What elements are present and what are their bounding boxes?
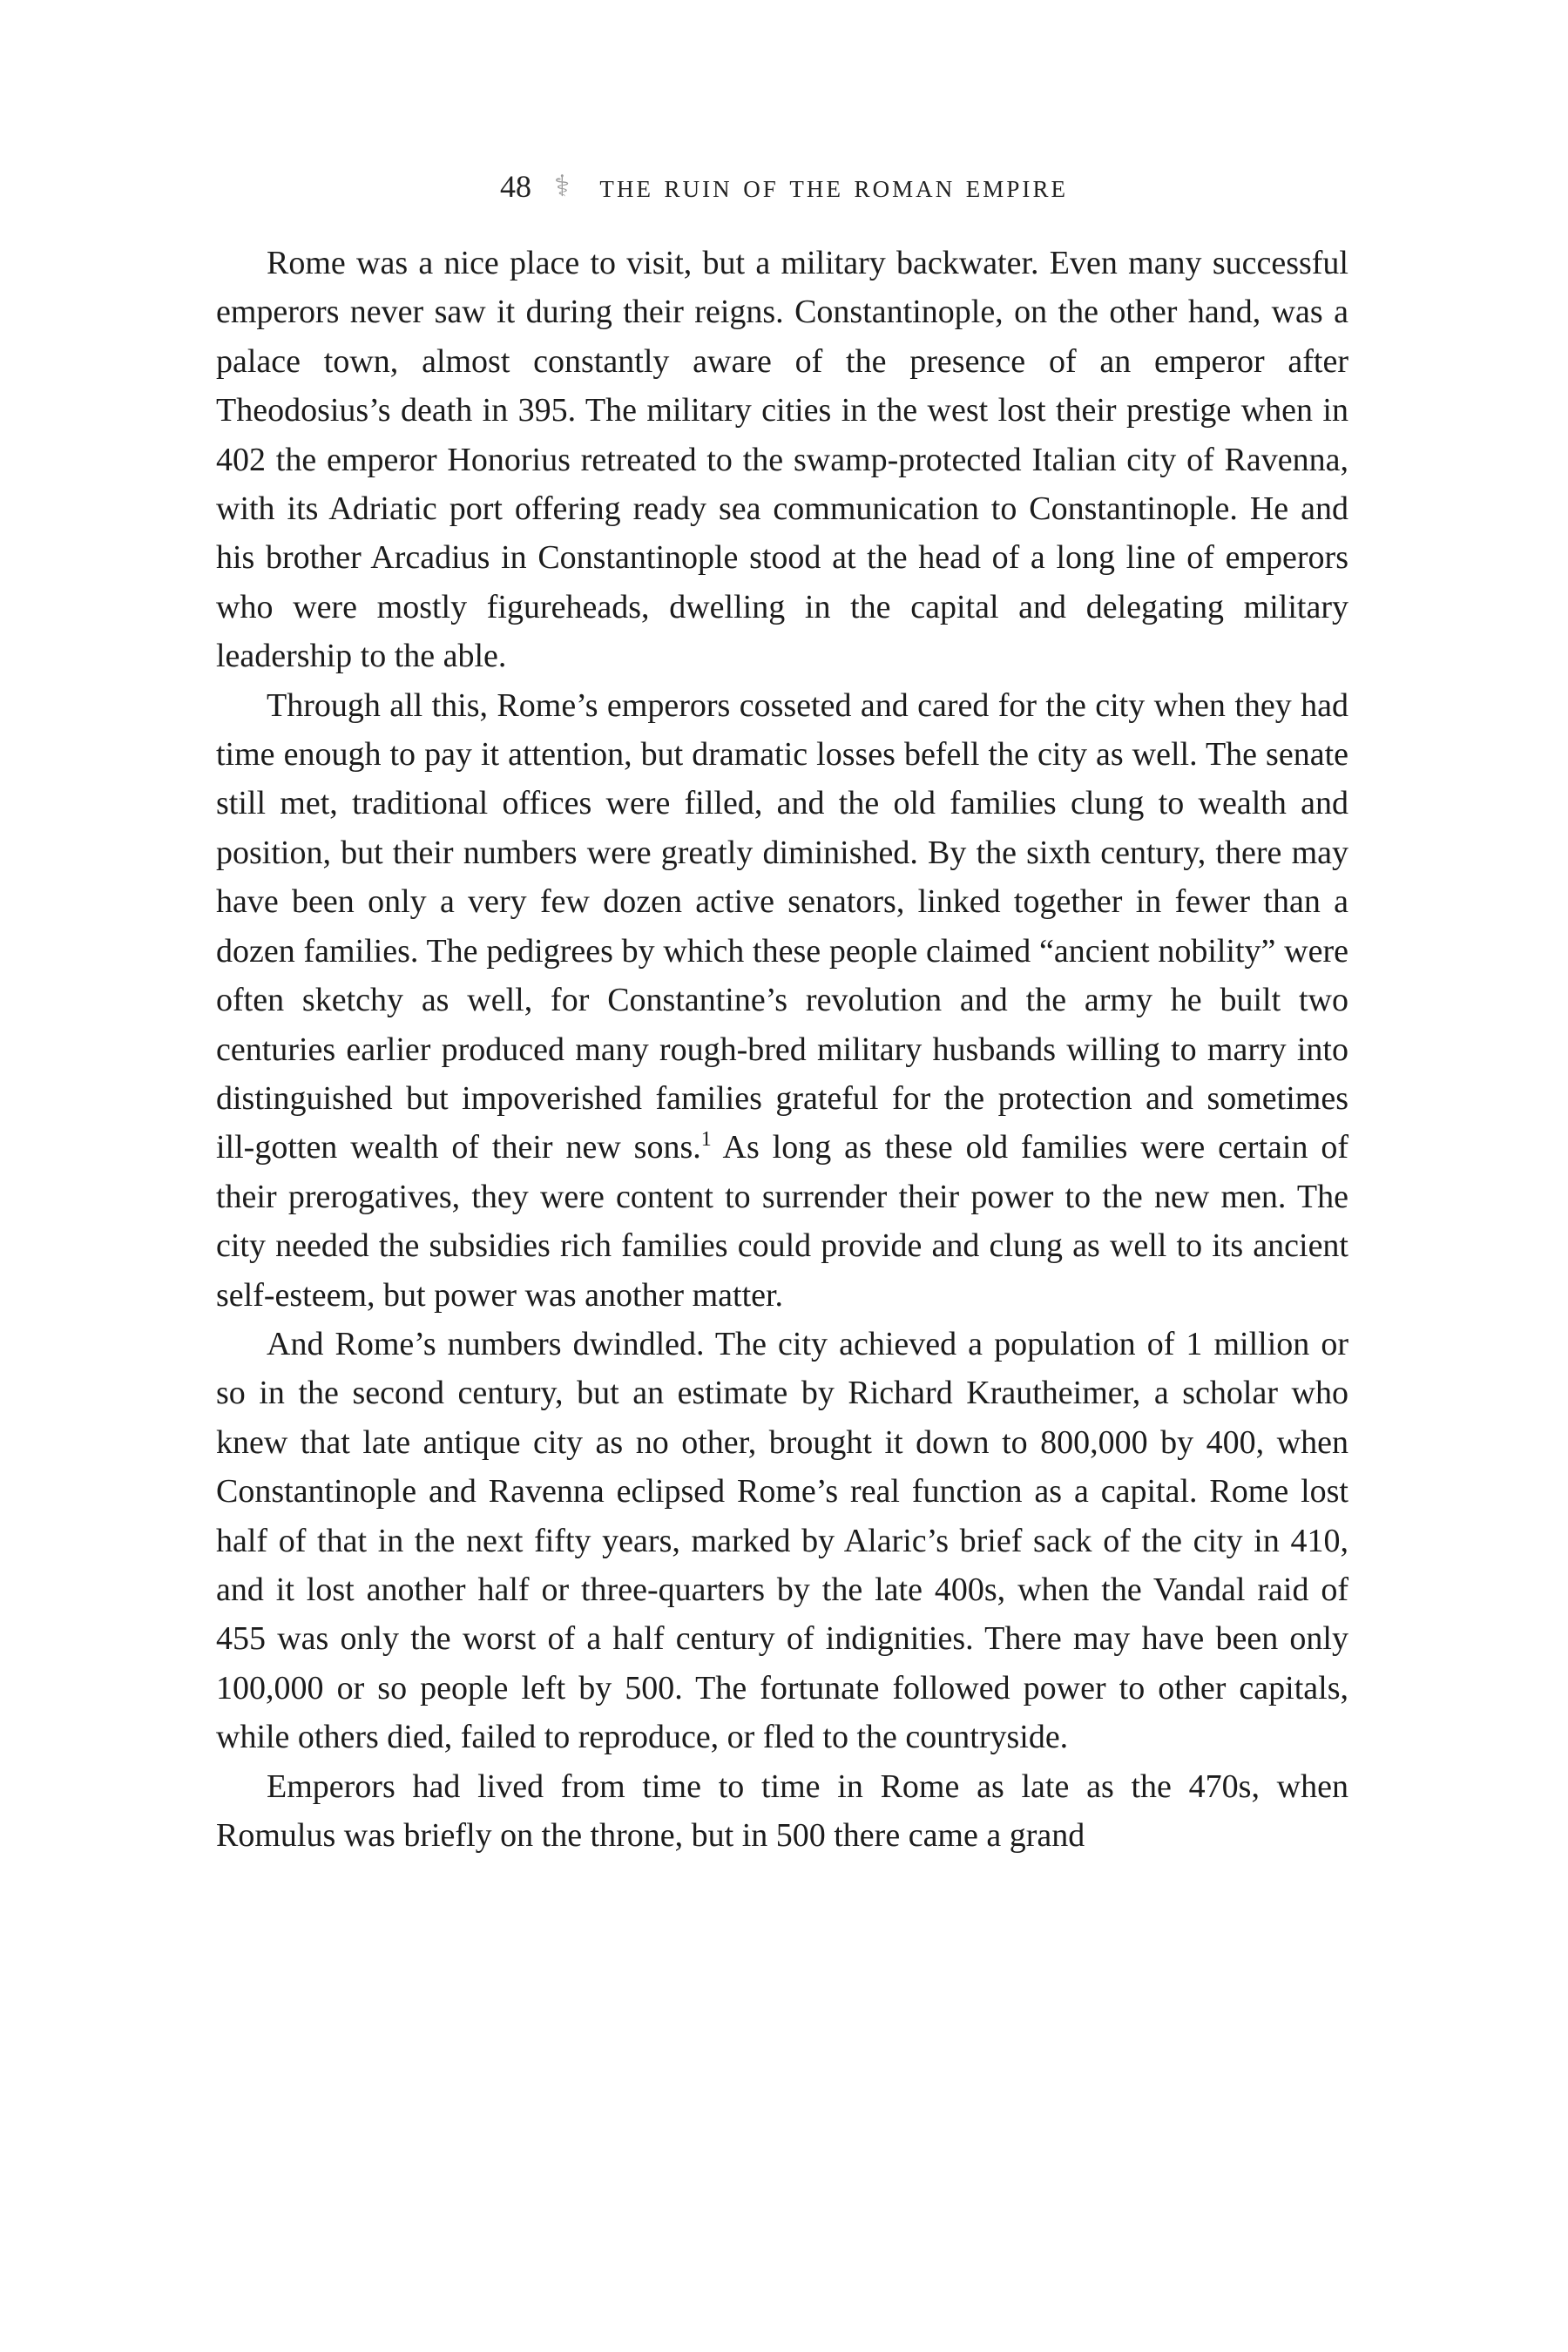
footnote-reference[interactable]: 1 (700, 1128, 712, 1152)
paragraph-2-text-a: Through all this, Rome’s emperors cosseted and cared for the city when they had time enough to pay it attention, but dramatic losses befell the city as well. The senate still met, traditional offices were filled, and the old families clung to wealth and position, but their numbers were greatly diminished. By the sixth century, there may have been only a very few dozen active senators, linked together in fewer than a dozen families. The pedigrees by which these people claimed “ancient nobility” were often sketchy as well, for Constantine’s revolution and the army he built two centuries earlier produced many rough-bred military husbands willing to marry into distinguished but impoverished families grateful for the protection and sometimes ill-gotten wealth of their new sons. (216, 686, 1348, 1166)
page-number: 48 (499, 169, 531, 204)
paragraph-2-text-b: As long as these old families were certain of their prerogatives, they were content to surrender their power to the new men. The city needed the subsidies rich families could provide and clung as well to its ancient self-esteem, but power was another matter. (216, 1129, 1348, 1314)
caduceus-ornament-icon: ⚕ (553, 171, 572, 203)
paragraph-2 (216, 681, 1348, 1320)
paragraph-4: Emperors had lived from time to time in Rome as late as the 470s, when Romulus was briefly on the throne, but in 500 there came a grand (216, 1767, 1348, 1854)
body-text (216, 239, 1348, 1860)
paragraph-1: Rome was a nice place to visit, but a military backwater. Even many successful emperors never saw it during their reigns. Constantinople, on the other hand, was a palace town, almost constantly aware of the presence of an emperor after Theodosius’s death in 395. The military cities in the west lost their prestige when in 402 the emperor Honorius retreated to the swamp-protected Italian city of Ravenna, with its Adriatic port offering ready sea communication to Constantinople. He and his brother Arcadius in Constantinople stood at the head of a long line of emperors who were mostly figureheads, dwelling in the capital and delegating military leadership to the able. (216, 245, 1348, 675)
running-title: the ruin of the roman empire (599, 168, 1069, 205)
paragraph-3: And Rome’s numbers dwindled. The city achieved a population of 1 million or so in the second century, but an estimate by Richard Krautheimer, a scholar who knew that late antique city as no other, brought it down to 800,000 by 400, when Constantinople and Ravenna eclipsed Rome’s real function as a capital. Rome lost half of that in the next fifty years, marked by Alaric’s brief sack of the city in 410, and it lost another half or three-quarters by the late 400s, when the Vandal raid of 455 was only the worst of a half century of indignities. There may have been only 100,000 or so people left by 500. The fortunate followed power to other capitals, while others died, failed to reproduce, or fled to the countryside. (216, 1325, 1348, 1756)
running-head (0, 167, 1568, 206)
